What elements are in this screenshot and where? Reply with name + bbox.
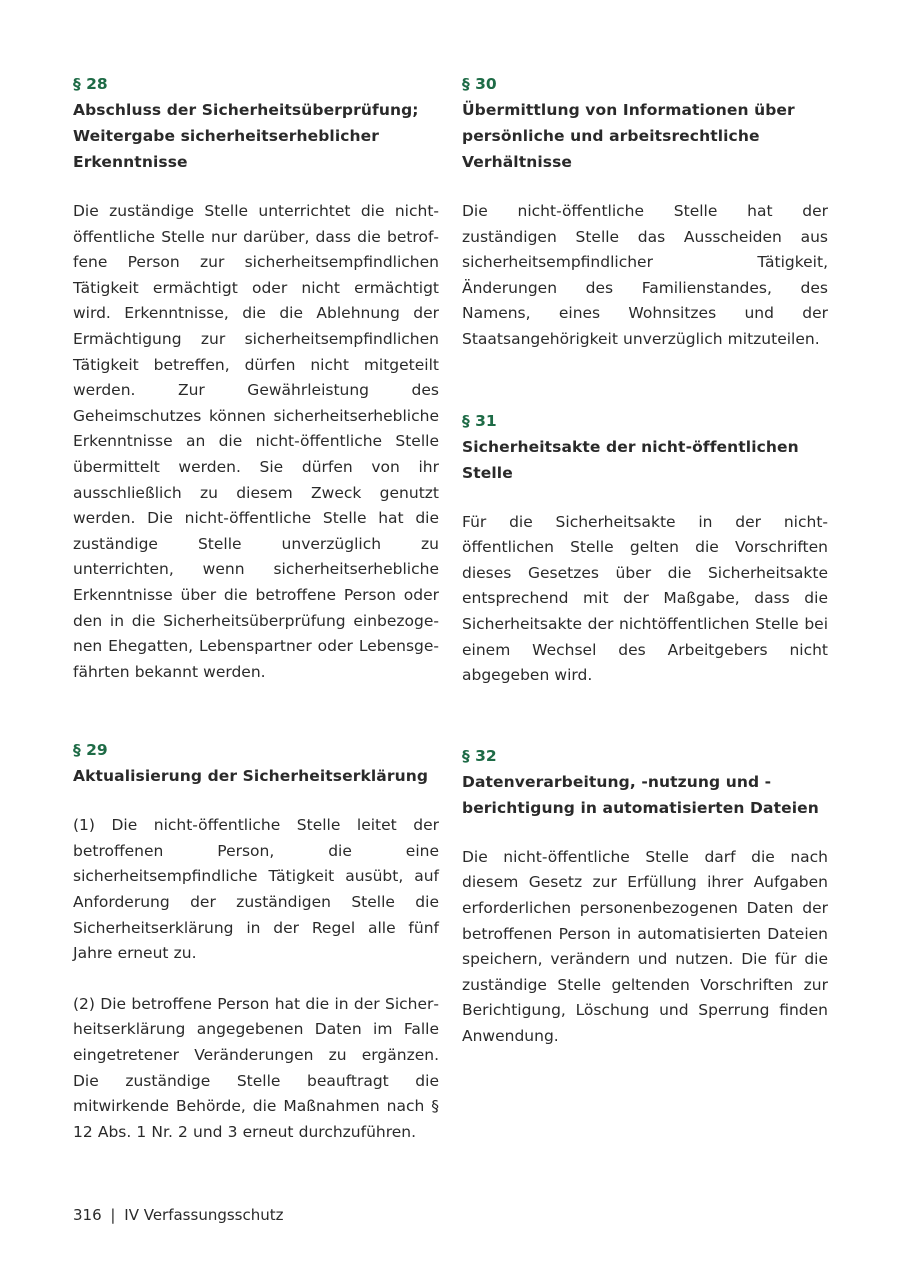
section-paragraph: Die nicht-öffentliche Stelle darf die nach diesem Gesetz zur Erfüllung ihrer Aufgaben erforderlichen personenbezogenen Daten der betroffenen Person in automatisierten Dateien speichern, verändern und nutzen. Die für die zuständige Stelle geltenden Vorschriften zur Berichtigung, Löschung und Sperrung finden Anwendung. [462,847,828,1045]
left-column [73,71,439,1145]
section-number: § 31 [462,411,497,430]
footer-separator: | [110,1206,116,1224]
section-title: Datenverarbeitung, -nutzung und -berichtigung in automatisierten Dateien [462,772,819,817]
section-paragraph: Die zuständige Stelle unterrichtet die nichtöffentliche Stelle nur darüber, dass die betroffene Person zur sicherheitsempfindlichen Tätigkeit ermächtigt oder nicht ermächtigt wird. Erkenntnisse, die die Ablehnung der Ermächtigung zur sicherheitsempfindlichen Tätigkeit betreffen, dürfen nicht mitgeteilt werden. Zur Gewährleistung des Geheimschutzes können sicherheitserhebliche Erkenntnisse an die nicht-öffentliche Stelle übermittelt werden. Sie dürfen von ihr ausschließlich zu diesem Zweck genutzt werden. Die nicht-öffentliche Stelle hat die zuständige Stelle unverzüglich zu unterrichten, wenn sicherheitserhebliche Erkenntnisse über die betroffene Person oder den in die Sicherheitsüberprüfung einbezogenen Ehegatten, Lebenspartner oder Lebensgefährten bekannt werden. [73,202,439,681]
section-paragraph: (1) Die nicht-öffentliche Stelle leitet der betroffenen Person, die eine sicherheitsempfindliche Tätigkeit ausübt, auf Anforderung der zuständigen Stelle die Sicherheitserklärung in der Regel alle fünf Jahre erneut zu. [73,816,439,963]
section-number: § 32 [462,746,497,765]
section-paragraph: Die nicht-öffentliche Stelle hat der zuständigen Stelle das Ausscheiden aus sicherheitsempfindlicher Tätigkeit, Änderungen des Familienstandes, des Namens, eines Wohnsitzes und der Staatsangehörigkeit unverzüglich mitzuteilen. [462,202,828,348]
section-title: Übermittlung von Informationen über persönliche und arbeitsrechtliche Verhältnisse [462,101,795,171]
chapter-title: IV Verfassungsschutz [124,1206,284,1224]
section-number: § 29 [73,741,108,760]
section-paragraph: Für die Sicherheitsakte in der nicht-öffentlichen Stelle gelten die Vorschriften dieses Gesetzes über die Sicherheitsakte entsprechend mit der Maßgabe, dass die Sicherheitsakte der nichtöffentlichen Stelle bei einem Wechsel des Arbeitgebers nicht abgegeben wird. [462,512,828,685]
page-footer [73,1204,284,1226]
section-number: § 28 [73,75,108,93]
section-title: Abschluss der Sicherheitsüberprüfung; Weitergabe sicherheitserheblicher Erkenntnisse [73,101,419,171]
section-30 [462,71,828,353]
section-28 [73,71,439,685]
section-32 [462,743,828,1050]
section-title: Sicherheitsakte der nicht-öffentlichen Stelle [462,437,799,482]
right-column [462,71,828,1049]
section-29 [73,737,439,1145]
section-number: § 30 [462,75,497,93]
page-number: 316 [73,1206,102,1224]
section-31 [462,408,828,689]
section-paragraph: (2) Die betroffene Person hat die in der Sicherheitserklärung angegebenen Daten im Falle eingetretener Veränderungen zu ergänzen. Die zuständige Stelle beauftragt die mitwirkende Behörde, die Maßnahmen nach § 12 Abs. 1 Nr. 2 und 3 erneut durchzuführen. [73,994,439,1141]
section-title: Aktualisierung der Sicherheitserklärung [73,767,429,786]
